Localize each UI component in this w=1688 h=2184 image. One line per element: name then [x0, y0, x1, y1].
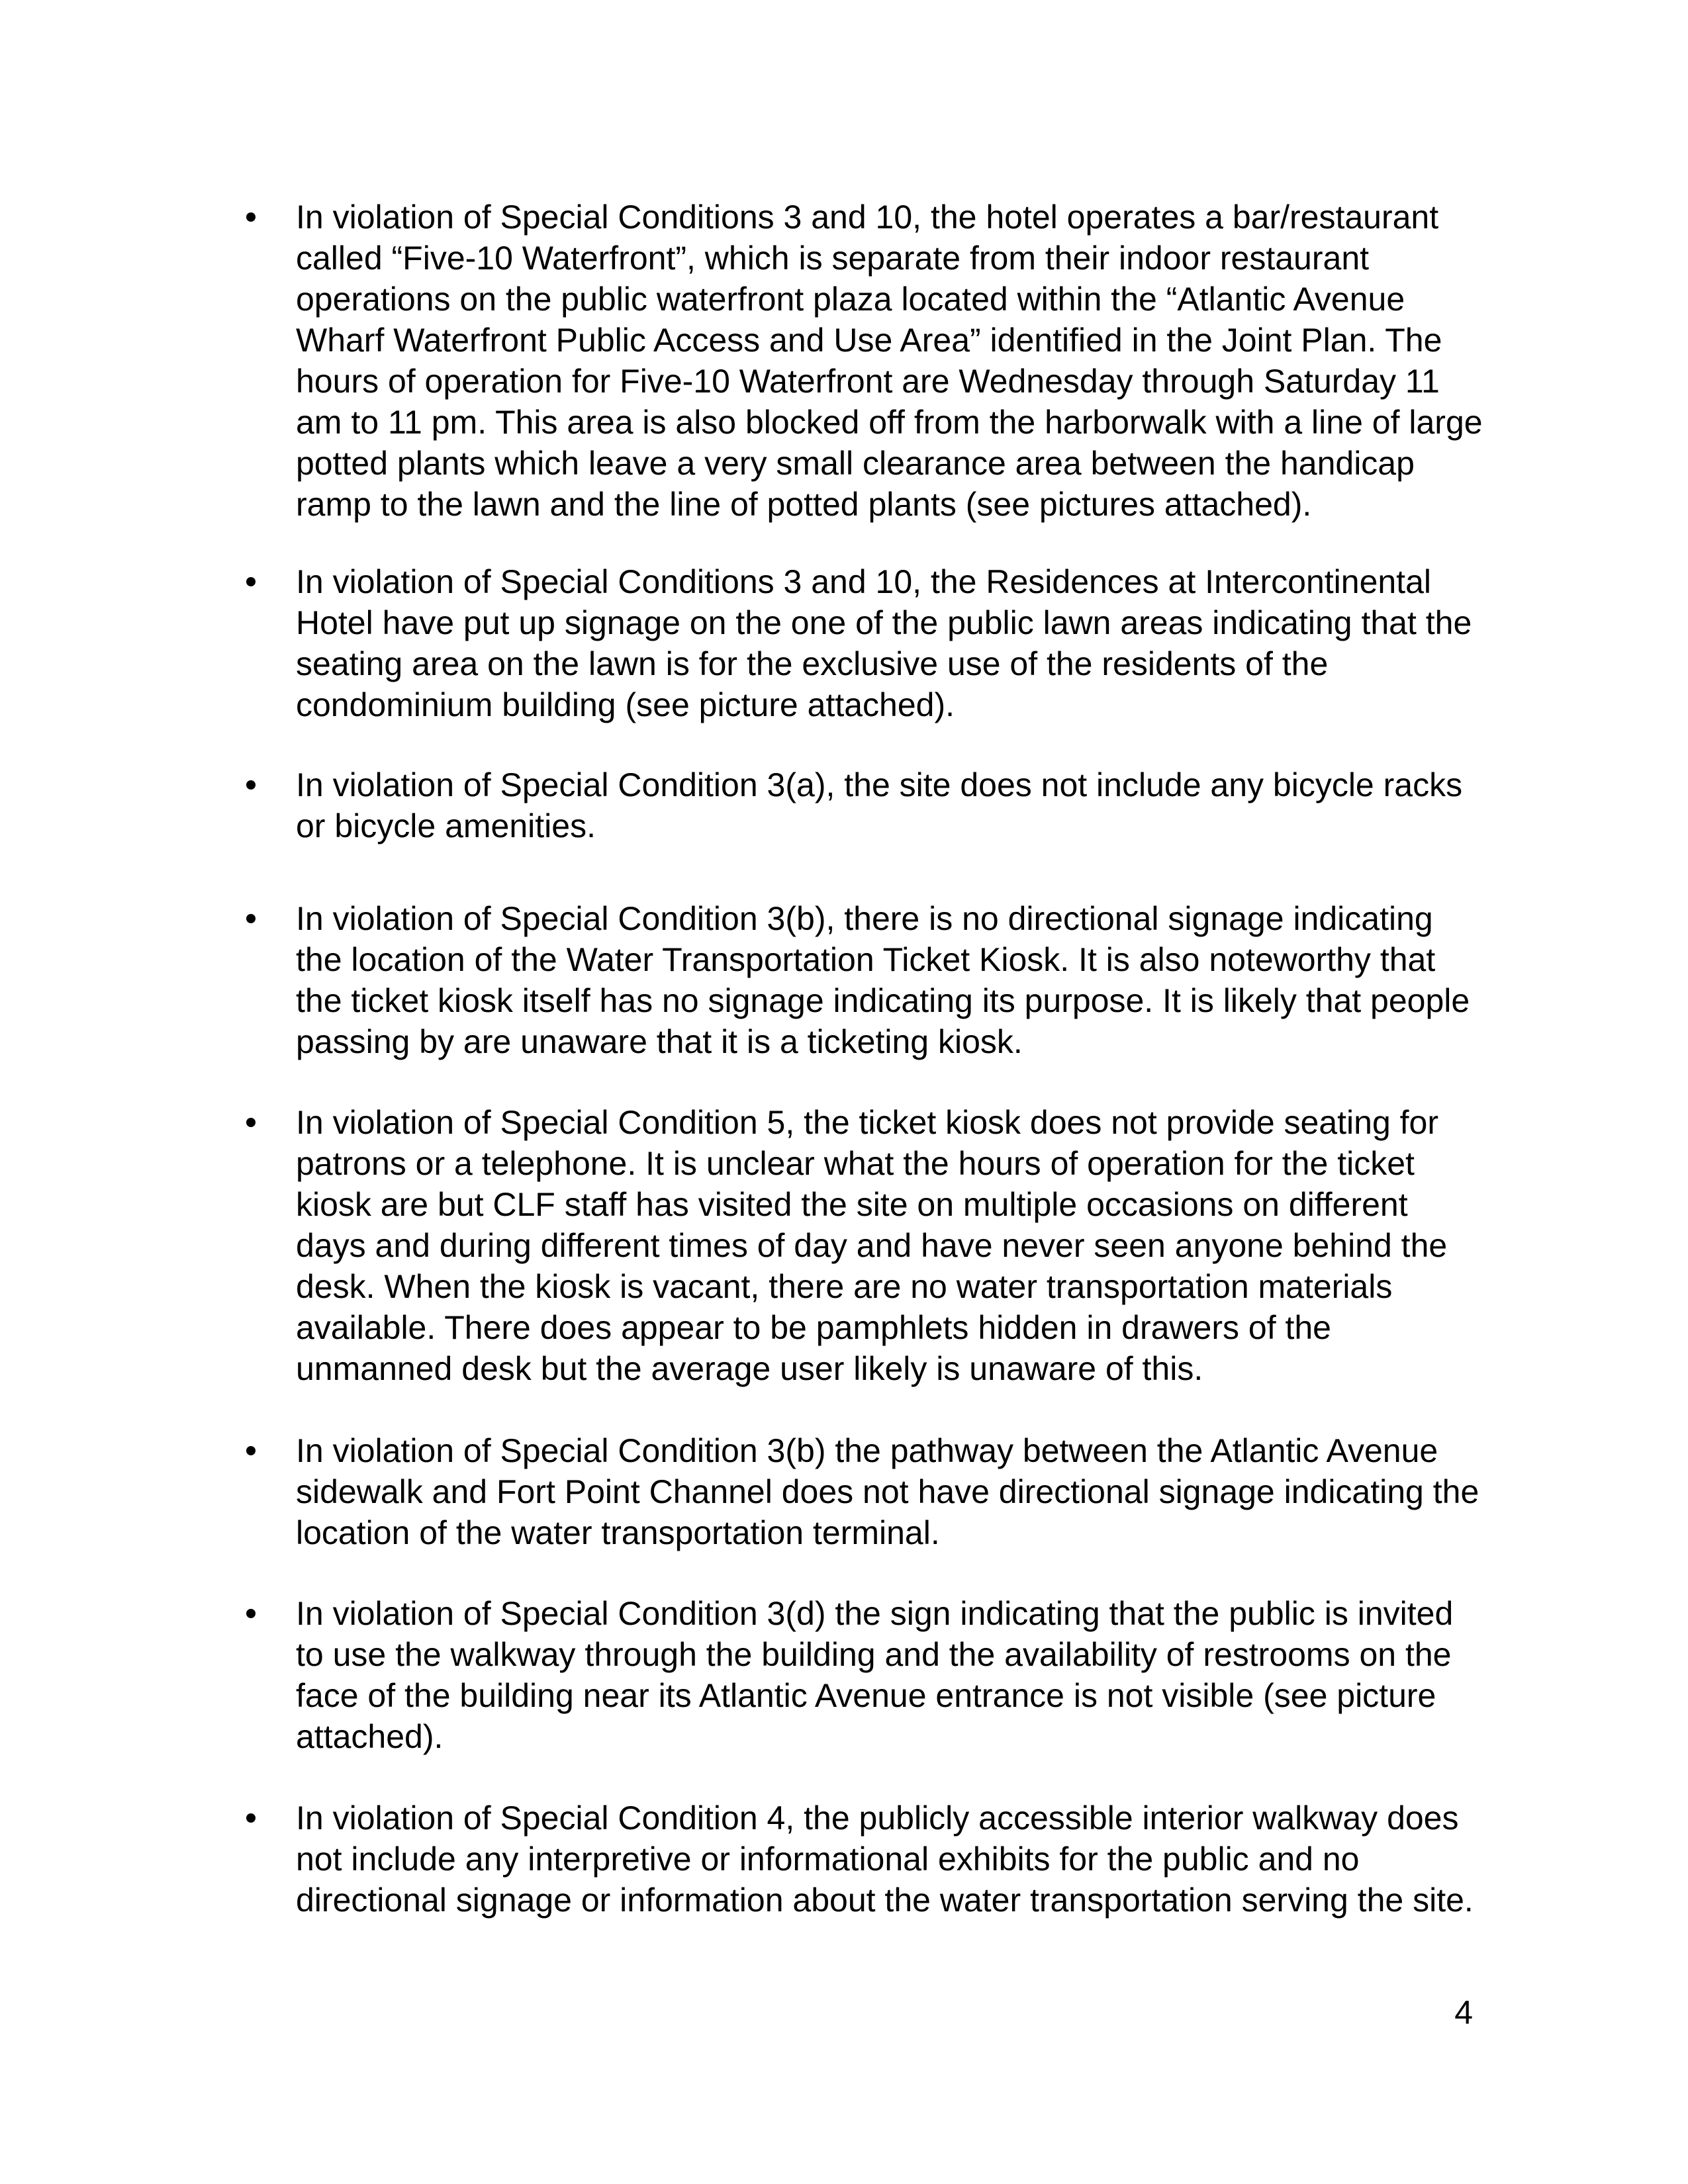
bullet-item — [296, 764, 1491, 846]
bullet-text-line: In violation of Special Condition 3(b), there is no directional signage indicating — [296, 900, 1433, 937]
bullet-dot-icon — [246, 577, 256, 586]
bullet-text-line: In violation of Special Conditions 3 and 10, the hotel operates a bar/restaurant — [296, 199, 1439, 236]
bullet-text-line: In violation of Special Conditions 3 and 10, the Residences at Intercontinental — [296, 563, 1431, 600]
page-number: 4 — [1454, 1994, 1473, 2031]
bullet-text-line: days and during different times of day and have never seen anyone behind the — [296, 1227, 1448, 1264]
bullet-text-line: In violation of Special Condition 5, the ticket kiosk does not provide seating for — [296, 1104, 1439, 1141]
bullet-text-line: to use the walkway through the building and the availability of restrooms on the — [296, 1636, 1452, 1673]
bullet-dot-icon — [246, 780, 256, 790]
bullet-text-line: patrons or a telephone. It is unclear what the hours of operation for the ticket — [296, 1145, 1415, 1182]
bullet-text-line: face of the building near its Atlantic Avenue entrance is not visible (see picture — [296, 1677, 1436, 1714]
bullet-text-line: potted plants which leave a very small clearance area between the handicap — [296, 445, 1415, 482]
bullet-text-line: In violation of Special Condition 3(d) the sign indicating that the public is invited — [296, 1595, 1454, 1632]
bullet-text-line: In violation of Special Condition 3(b) the pathway between the Atlantic Avenue — [296, 1432, 1438, 1469]
bullet-text-line: In violation of Special Condition 3(a), the site does not include any bicycle racks — [296, 766, 1463, 803]
bullet-item — [296, 898, 1491, 1062]
bullet-item — [296, 1102, 1491, 1389]
bullet-text-line: Hotel have put up signage on the one of the public lawn areas indicating that the — [296, 604, 1472, 641]
bullet-text-line: unmanned desk but the average user likely is unaware of this. — [296, 1350, 1203, 1387]
bullet-text-line: am to 11 pm. This area is also blocked off from the harborwalk with a line of large — [296, 404, 1483, 441]
bullet-text-line: the location of the Water Transportation Ticket Kiosk. It is also noteworthy that — [296, 941, 1436, 978]
bullet-text-line: hours of operation for Five-10 Waterfront are Wednesday through Saturday 11 — [296, 363, 1440, 400]
bullet-item — [296, 197, 1491, 525]
bullet-text-line: operations on the public waterfront plaza located within the “Atlantic Avenue — [296, 281, 1405, 318]
bullet-text-line: not include any interpretive or informational exhibits for the public and no — [296, 1841, 1360, 1878]
bullet-item — [296, 1430, 1491, 1553]
bullet-text-line: Wharf Waterfront Public Access and Use Area” identified in the Joint Plan. The — [296, 322, 1442, 359]
bullet-item — [296, 1797, 1491, 1921]
bullet-item — [296, 1593, 1491, 1757]
bullet-dot-icon — [246, 1118, 256, 1127]
bullet-text-line: sidewalk and Fort Point Channel does not have directional signage indicating the — [296, 1473, 1479, 1510]
bullet-dot-icon — [246, 1446, 256, 1455]
bullet-text-line: available. There does appear to be pamphlets hidden in drawers of the — [296, 1309, 1331, 1346]
bullet-text-line: the ticket kiosk itself has no signage indicating its purpose. It is likely that people — [296, 982, 1470, 1019]
bullet-text-line: or bicycle amenities. — [296, 807, 596, 844]
bullet-text-line: desk. When the kiosk is vacant, there are no water transportation materials — [296, 1268, 1393, 1305]
bullet-text-line: kiosk are but CLF staff has visited the site on multiple occasions on different — [296, 1186, 1408, 1223]
bullet-text-line: passing by are unaware that it is a ticketing kiosk. — [296, 1023, 1023, 1060]
bullet-dot-icon — [246, 212, 256, 222]
bullet-text-line: In violation of Special Condition 4, the publicly accessible interior walkway does — [296, 1799, 1459, 1837]
bullet-item — [296, 561, 1491, 725]
bullet-dot-icon — [246, 914, 256, 923]
bullet-text-line: ramp to the lawn and the line of potted plants (see pictures attached). — [296, 486, 1312, 523]
bullet-text-line: location of the water transportation terminal. — [296, 1514, 940, 1551]
bullet-dot-icon — [246, 1813, 256, 1823]
bullet-text-line: condominium building (see picture attached). — [296, 686, 955, 723]
bullet-text-line: seating area on the lawn is for the exclusive use of the residents of the — [296, 645, 1329, 682]
bullet-text-line: directional signage or information about the water transportation serving the site. — [296, 1882, 1474, 1919]
bullet-dot-icon — [246, 1609, 256, 1618]
bullet-text-line: attached). — [296, 1718, 444, 1755]
bullet-text-line: called “Five-10 Waterfront”, which is separate from their indoor restaurant — [296, 240, 1370, 277]
